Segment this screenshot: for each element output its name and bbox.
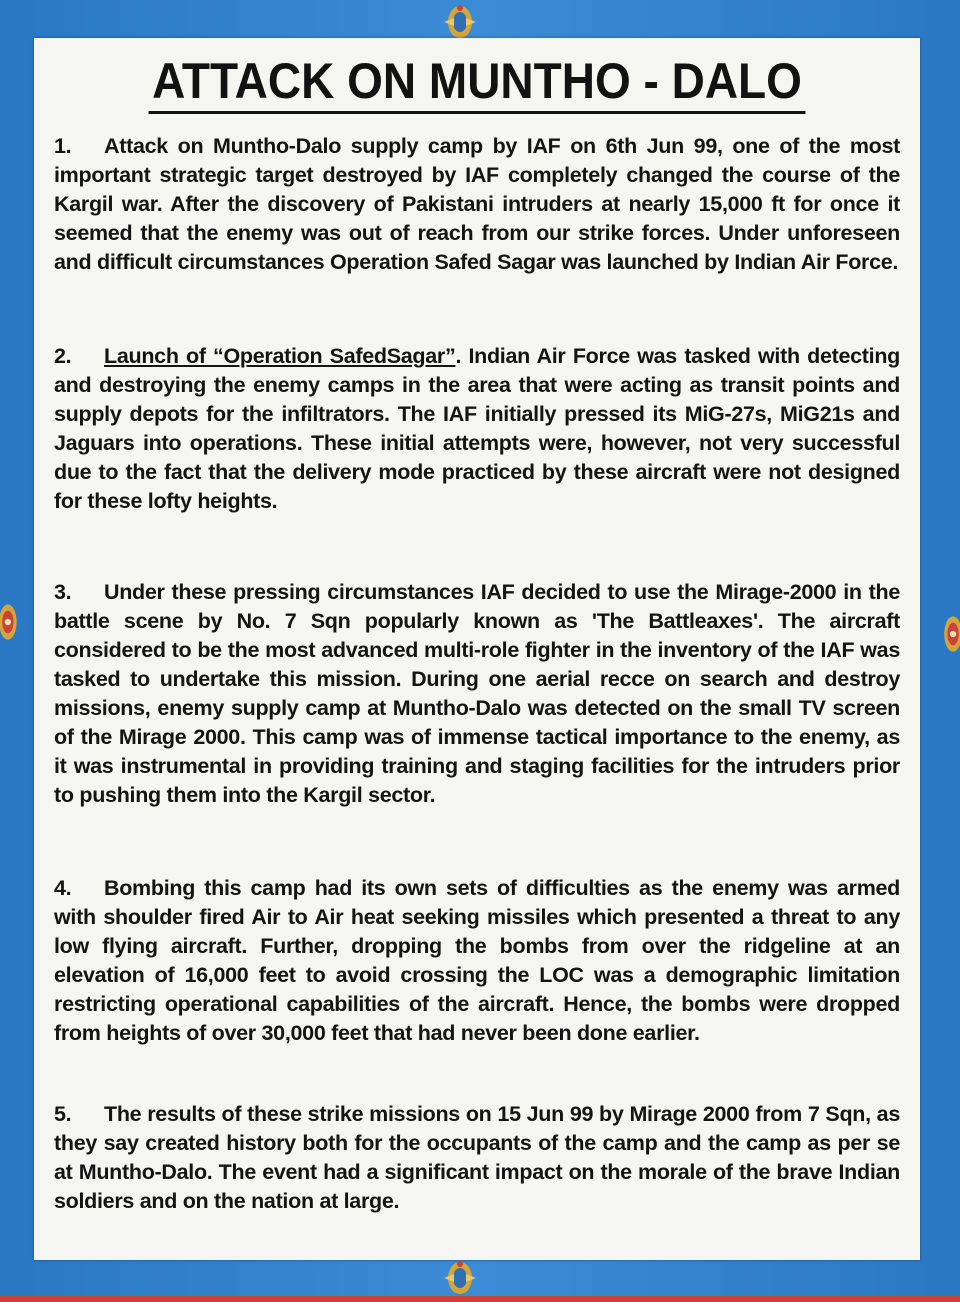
paragraph-1 xyxy=(54,132,900,277)
paragraph-text: Bombing this camp had its own sets of difficulties as the enemy was armed with shoulder fired Air to Air heat seeking missiles which presented a threat to any low flying aircraft. Further, dropping the bombs from over the ridgeline at an elevation of 16,000 feet to avoid crossing the LOC was a demographic limitation restricting operational capabilities of the aircraft. Hence, the bombs were dropped from heights of over 30,000 feet that had never been done earlier. xyxy=(54,876,900,1045)
paragraph-text: Under these pressing circumstances IAF decided to use the Mirage-2000 in the battle scene by No. 7 Sqn popularly known as xyxy=(54,580,900,633)
paragraph-text: . The aircraft considered to be the most advanced multi-role fighter in the inventory of the IAF was tasked to undertake this mission. During one aerial recce on search and destroy missions, enemy supply camp at Muntho-Dalo was detected on the small TV screen of the Mirage 2000. This camp was of immense tactical importance to the enemy, as it was instrumental in providing training and staging facilities for the intruders prior to pushing them into the Kargil sector. xyxy=(54,609,901,807)
paragraph-text: The results of these strike missions on 15 Jun 99 by Mirage 2000 from 7 Sqn, as they say xyxy=(54,1102,900,1155)
air-force-crest-icon xyxy=(936,612,960,656)
information-board xyxy=(34,38,920,1260)
paragraph-number: 1. xyxy=(54,134,72,158)
paragraph-3 xyxy=(54,578,900,810)
board-title xyxy=(69,52,884,110)
paragraph-emphasis: created history xyxy=(145,1131,296,1155)
paragraph-heading: Launch of “Operation SafedSagar” xyxy=(104,344,456,368)
paragraph-4 xyxy=(54,874,900,1048)
air-force-crest-icon xyxy=(440,1256,480,1300)
paragraph-2 xyxy=(54,342,900,516)
paragraph-text: Attack on Muntho-Dalo supply camp by IAF on 6th Jun 99, one of the most important strategic target destroyed by IAF completely changed the course of the Kargil war. After the discovery of Pakistani intruders at nearly 15,000 ft for once it seemed that the enemy was out of reach from our strike forces. Under unforeseen and difficult circumstances Operation Safed Sagar was launched by Indian Air Force. xyxy=(54,134,900,274)
board-title-text: ATTACK ON MUNTHO - DALO xyxy=(148,53,805,114)
paragraph-5 xyxy=(54,1100,900,1216)
paragraph-number: 2. xyxy=(54,344,72,368)
paragraph-number: 4. xyxy=(54,876,72,900)
paragraph-text: . Indian Air Force was tasked with detecting and destroying the enemy camps in the area that were acting as transit points and supply depots for the infiltrators. The IAF initially pressed its MiG-27s, MiG21s and Jaguars into operations. These initial attempts were, however, not very successful due to the fact that the delivery mode practiced by these aircraft were not designed for these lofty heights. xyxy=(54,344,900,513)
red-bottom-strip xyxy=(0,1296,960,1302)
paragraph-text: both for the occupants of the camp and the camp as per se at Muntho-Dalo. The event had a significant impact on the morale of the brave Indian soldiers and on the nation at large. xyxy=(54,1131,900,1213)
paragraph-emphasis: 'The Battleaxes' xyxy=(591,609,758,633)
paragraph-number: 5. xyxy=(54,1102,72,1126)
paragraph-number: 3. xyxy=(54,580,72,604)
air-force-crest-icon xyxy=(0,600,22,644)
